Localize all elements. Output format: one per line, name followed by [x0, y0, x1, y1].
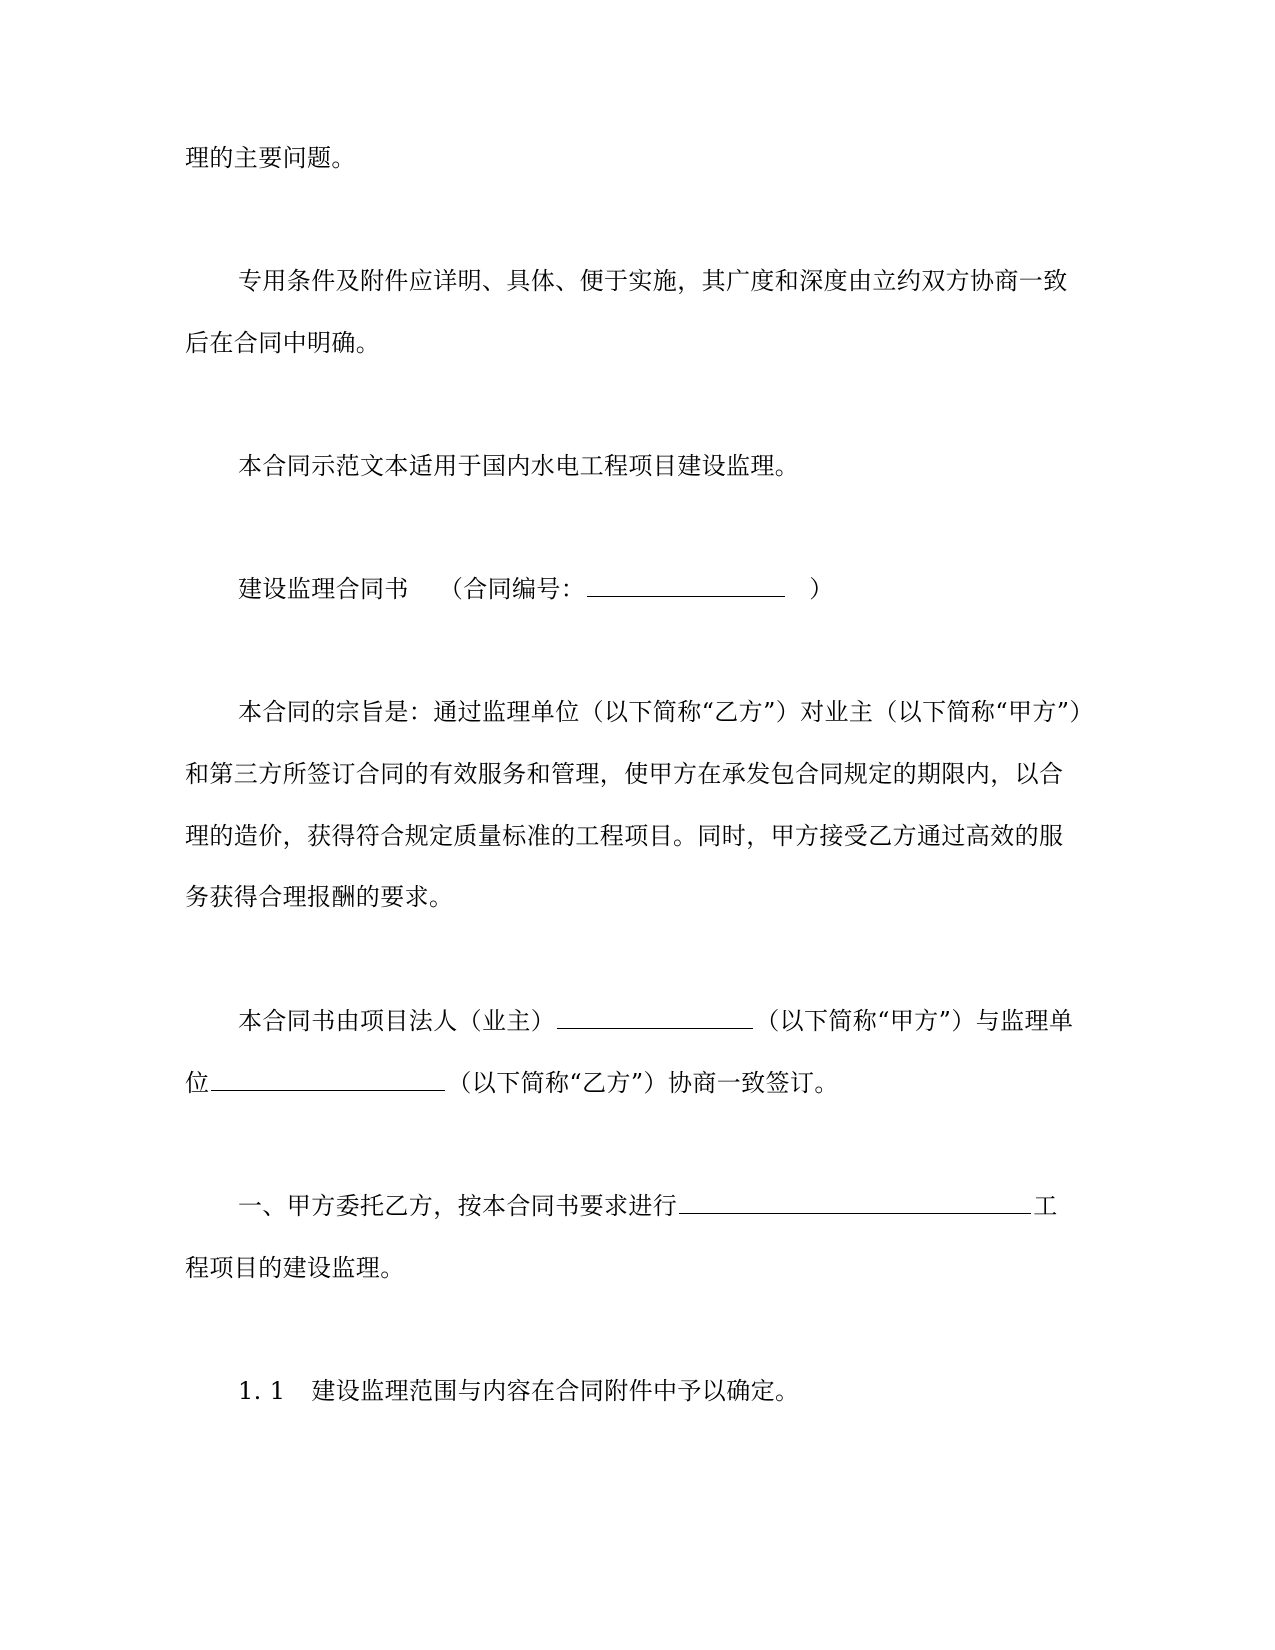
project-name-blank[interactable] [679, 1191, 1031, 1214]
project-label: 一、甲方委托乙方，按本合同书要求进行 [238, 1192, 678, 1220]
paragraph-line: 专用条件及附件应详明、具体、便于实施，其广度和深度由立约双方协商一致 [238, 267, 1068, 295]
paragraph-line: 程项目的建设监理。 [185, 1254, 405, 1282]
project-suffix: 工 [1033, 1192, 1058, 1220]
paragraph-line [238, 1006, 1073, 1036]
party-b-note: （以下简称“乙方”）协商一致签订。 [447, 1069, 839, 1097]
contract-number-close: ） [809, 575, 834, 603]
paragraph-line: 和第三方所签订合同的有效服务和管理，使甲方在承发包合同规定的期限内，以合 [185, 760, 1064, 788]
paragraph-line [185, 1068, 839, 1098]
paragraph-line: 务获得合理报酬的要求。 [185, 883, 454, 911]
paragraph-line: 理的造价，获得符合规定质量标准的工程项目。同时，甲方接受乙方通过高效的服 [185, 822, 1064, 850]
clause-line [238, 1376, 799, 1406]
paragraph-line [238, 1191, 1058, 1221]
paragraph-line: 本合同示范文本适用于国内水电工程项目建设监理。 [238, 452, 800, 480]
party-a-label: 本合同书由项目法人（业主） [238, 1007, 556, 1035]
contract-title: 建设监理合同书 [238, 575, 409, 603]
paragraph-line: 本合同的宗旨是：通过监理单位（以下简称“乙方”）对业主（以下简称“甲方”） [238, 698, 1094, 726]
party-a-note: （以下简称“甲方”）与监理单 [755, 1007, 1074, 1035]
party-b-label: 位 [185, 1069, 210, 1097]
clause-number: 1. 1 [238, 1377, 286, 1405]
party-b-blank[interactable] [211, 1068, 445, 1091]
contract-title-line [238, 574, 834, 604]
contract-number-label: （合同编号： [438, 575, 586, 603]
party-a-blank[interactable] [557, 1006, 753, 1029]
paragraph-line: 理的主要问题。 [185, 144, 356, 172]
contract-number-blank[interactable] [587, 574, 785, 597]
paragraph-line: 后在合同中明确。 [185, 329, 381, 357]
clause-text: 建设监理范围与内容在合同附件中予以确定。 [311, 1377, 800, 1405]
